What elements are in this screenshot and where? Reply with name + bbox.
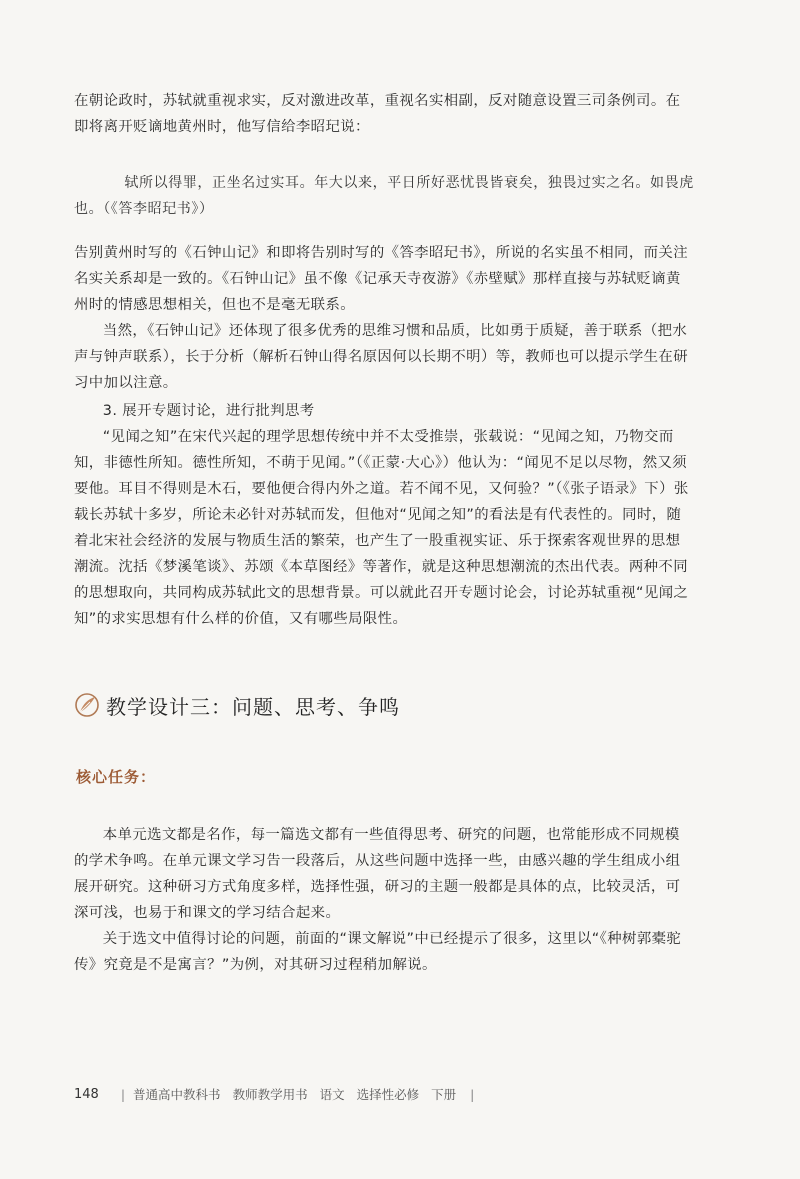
footer-separator-end: | xyxy=(470,1086,475,1102)
footer-course: 选择性必修 xyxy=(356,1087,420,1102)
paragraph-6: 本单元选文都是名作，每一篇选文都有一些值得思考、研究的问题，也常能形成不同规模的学术争鸣。在单元课文学习告一段落后，从这些问题中选择一些，由感兴趣的学生组成小组展开研究。这种研习方式角度多样，选择性强，研习的主题一般都是具体的点，比较灵活，可深可浅，也易于和课文的学习结合起来。 xyxy=(74,827,681,921)
paragraph-7: 关于选文中值得讨论的问题，前面的“课文解说”中已经提示了很多，这里以“《种树郭橐驼传》究竟是不是寓言？”为例，对其研习过程稍加解说。 xyxy=(74,931,682,973)
footer-volume: 下册 xyxy=(431,1087,457,1102)
footer-book: 普通高中教科书 xyxy=(133,1087,221,1102)
footer-separator: | xyxy=(120,1086,126,1102)
paragraph-5: “见闻之知”在宋代兴起的理学思想传统中并不太受推崇，张载说：“见闻之知，乃物交而知，非德性所知。德性所知，不萌于见闻。”（《正蒙·大心》）他认为：“闻见不足以尽物，然又须要他。耳目不得则是木石，要他便合得内外之道。若不闻不见，又何验？”（《张子语录》下）张载长苏轼十多岁，所论未必针对苏轼而发，但他对“见闻之知”的看法是有代表性的。同时，随着北宋社会经济的发展与物质生活的繁荣，也产生了一股重视实证、乐于探索客观世界的思想潮流。沈括《梦溪笔谈》、苏颂《本草图经》等著作，就是这种思想潮流的杰出代表。两种不同的思想取向，共同构成苏轼此文的思想背景。可以就此召开专题讨论会，讨论苏轼重视“见闻之知”的求实思想有什么样的价值，又有哪些局限性。 xyxy=(74,429,689,627)
footer-subject: 语文 xyxy=(319,1087,345,1102)
core-task-label: 核心任务： xyxy=(76,768,157,786)
footer-guide: 教师教学用书 xyxy=(232,1087,308,1102)
section-title: 教学设计三：问题、思考、争鸣 xyxy=(106,694,400,719)
paragraph-2: 告别黄州时写的《石钟山记》和即将告别时写的《答李昭玘书》，所说的名实虽不相同，而关注名实关系却是一致的。《石钟山记》虽不像《记承天寺夜游》《赤壁赋》那样直接与苏轼贬谪黄州时的情感思想相关，但也不是毫无联系。 xyxy=(74,245,689,313)
section-heading xyxy=(74,690,400,720)
block-quote: 轼所以得罪，正坐名过实耳。年大以来，平日所好恶忧畏皆衰矣，独畏过实之名。如畏虎也。（《答李昭玘书》） xyxy=(74,175,694,217)
feather-circle-icon xyxy=(74,692,100,718)
paragraph-3: 当然，《石钟山记》还体现了很多优秀的思维习惯和品质，比如勇于质疑，善于联系（把水声与钟声联系），长于分析（解析石钟山得名原因何以长期不明）等，教师也可以提示学生在研习中加以注意。 xyxy=(74,323,689,391)
subheading-3: 3. 展开专题讨论，进行批判思考 xyxy=(102,403,315,419)
page-footer xyxy=(74,1085,482,1103)
paragraph-1: 在朝论政时，苏轼就重视求实，反对激进改革，重视名实相副，反对随意设置三司条例司。在即将离开贬谪地黄州时，他写信给李昭玘说： xyxy=(74,93,681,135)
page-number: 148 xyxy=(74,1086,99,1102)
